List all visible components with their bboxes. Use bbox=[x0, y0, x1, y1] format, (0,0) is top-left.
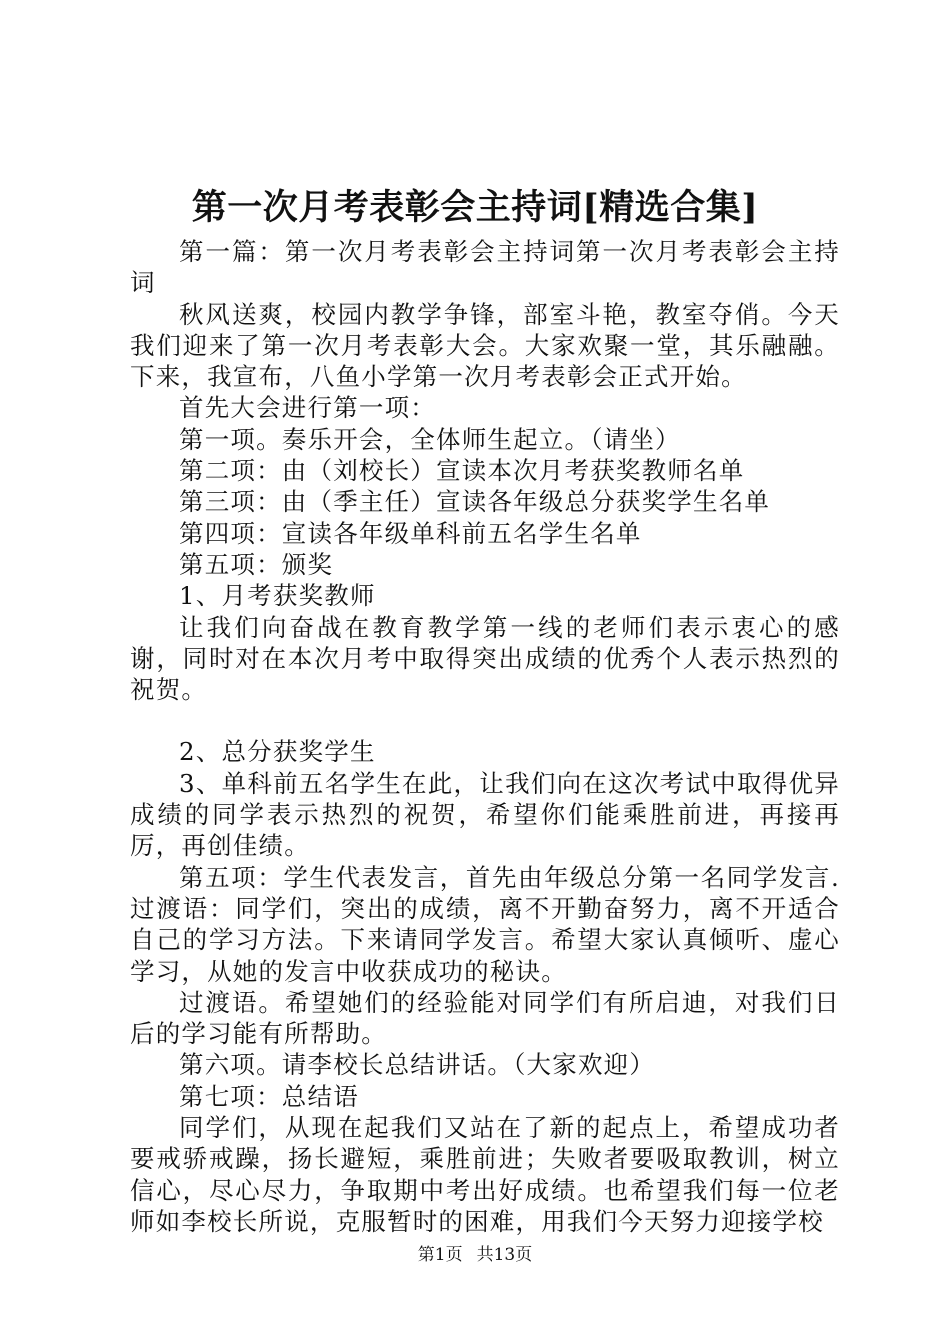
page-footer bbox=[0, 1244, 950, 1266]
paragraph-award-students-total: 2、总分获奖学生 bbox=[179, 737, 376, 767]
paragraph-closing: 同学们，从现在起我们又站在了新的起点上，希望成功者要戒骄戒躁，扬长避短，乘胜前进；失败者要吸取教训，树立信心，尽心尽力，争取期中考出好成绩。也希望我们每一位老师如李校长所说，克服暂时的困难，用我们今天努力迎接学校 bbox=[130, 1113, 840, 1236]
page-total: 共13页 bbox=[476, 1245, 533, 1265]
paragraph-thanks-teachers: 让我们向奋战在教育教学第一线的老师们表示衷心的感谢，同时对在本次月考中取得突出成绩的优秀个人表示热烈的祝贺。 bbox=[130, 612, 840, 705]
paragraph-item-one: 第一项。奏乐开会，全体师生起立。（请坐） bbox=[179, 424, 681, 454]
paragraph-item-two: 第二项：由（刘校长）宣读本次月考获奖教师名单 bbox=[179, 456, 745, 486]
document-body bbox=[130, 236, 840, 1237]
paragraph-item-three: 第三项：由（季主任）宣读各年级总分获奖学生名单 bbox=[179, 487, 771, 517]
paragraph-item-six: 第六项。请李校长总结讲话。（大家欢迎） bbox=[179, 1050, 656, 1080]
paragraph-award-teachers: 1、月考获奖教师 bbox=[179, 581, 376, 611]
paragraph-opening: 秋风送爽，校园内教学争锋，部室斗艳，教室夺俏。今天我们迎来了第一次月考表彰大会。大家欢聚一堂，其乐融融。下来，我宣布，八鱼小学第一次月考表彰会正式开始。 bbox=[130, 299, 840, 392]
paragraph-item-four: 第四项：宣读各年级单科前五名学生名单 bbox=[179, 518, 642, 548]
paragraph-first-item-intro: 首先大会进行第一项： bbox=[179, 393, 436, 423]
paragraph-student-speech: 第五项：学生代表发言，首先由年级总分第一名同学发言.过渡语：同学们，突出的成绩，离不开勤奋努力，离不开适合自己的学习方法。下来请同学发言。希望大家认真倾听、虚心学习，从她的发言中收获成功的秘诀。 bbox=[130, 862, 840, 986]
paragraph-item-seven: 第七项：总结语 bbox=[179, 1081, 359, 1111]
page-number: 第1页 bbox=[417, 1245, 463, 1265]
paragraph-transition: 过渡语。希望她们的经验能对同学们有所启迪，对我们日后的学习能有所帮助。 bbox=[130, 987, 840, 1049]
document-title: 第一次月考表彰会主持词[精选合集] bbox=[191, 187, 759, 228]
paragraph-item-five: 第五项：颁奖 bbox=[179, 549, 334, 579]
paragraph-heading-part-one: 第一篇：第一次月考表彰会主持词第一次月考表彰会主持词 bbox=[130, 237, 840, 298]
paragraph-award-students-single: 3、单科前五名学生在此，让我们向在这次考试中取得优异成绩的同学表示热烈的祝贺，希望你们能乘胜前进，再接再厉，再创佳绩。 bbox=[130, 768, 840, 861]
